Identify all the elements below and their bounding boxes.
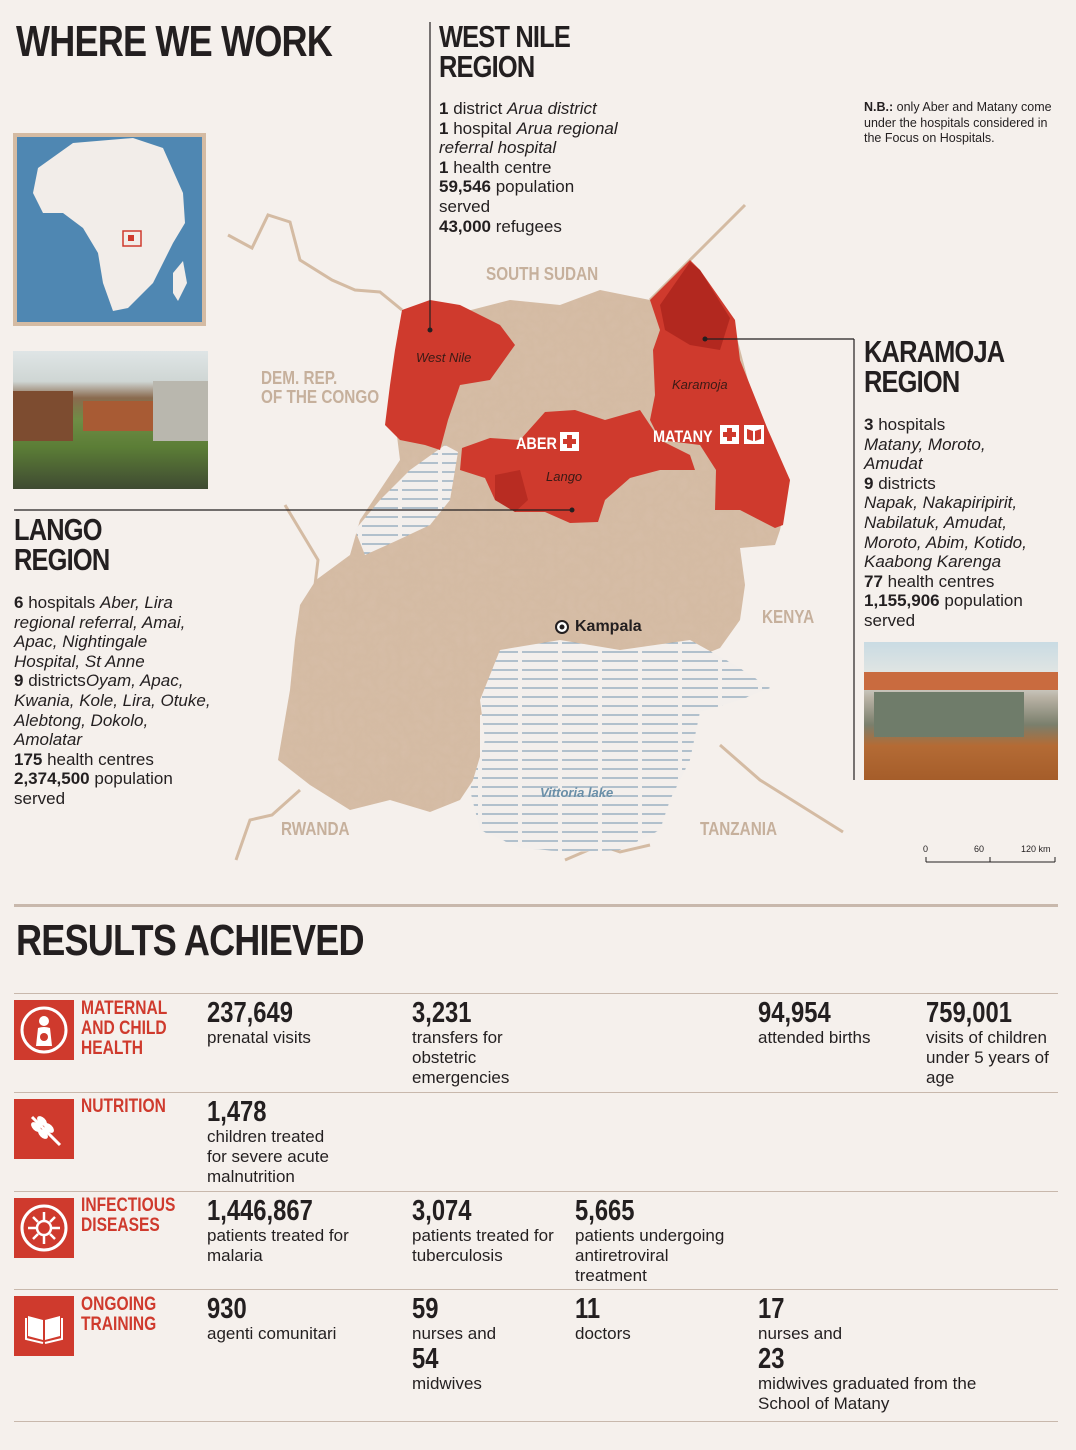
- section-divider: [14, 904, 1058, 907]
- maternal-label-2: AND CHILD: [81, 1018, 167, 1039]
- map-label-west-nile: West Nile: [416, 350, 472, 365]
- stat-desc: patients treated for malaria: [207, 1226, 349, 1265]
- training-label-1: ONGOING: [81, 1294, 157, 1315]
- maternal-label-1: MATERNAL: [81, 998, 168, 1019]
- stat-births: [758, 998, 870, 1048]
- wn-hospital-names: Arua regional referral hospital: [439, 118, 618, 158]
- ka-hospital-count: 3: [864, 415, 874, 434]
- row-divider: [14, 993, 1058, 994]
- stat-number: 759,001: [926, 997, 1012, 1029]
- map-label-aber: ABER: [516, 434, 557, 453]
- infectious-label: [81, 1196, 175, 1236]
- training-book-icon: [14, 1296, 74, 1356]
- scale-bar: [926, 857, 1055, 862]
- note: [864, 100, 1054, 147]
- map-label-lango: Lango: [546, 469, 583, 484]
- wn-hc-count: 1: [439, 157, 449, 177]
- stat-prenatal: [207, 998, 312, 1048]
- la-district-count: 9: [14, 671, 24, 691]
- lango-info: [14, 593, 214, 809]
- infectious-label-1: INFECTIOUS: [81, 1195, 176, 1216]
- wn-hc-text: health centre: [448, 157, 552, 177]
- west-nile-title-2: REGION: [439, 49, 535, 84]
- stat-number: 5,665: [575, 1195, 635, 1227]
- stat-desc: nurses and: [412, 1324, 497, 1343]
- stat-desc: agenti comunitari: [207, 1324, 337, 1343]
- stat-tuberculosis: [412, 1196, 562, 1266]
- la-district-names: Oyam, Apac, Kwania, Kole, Lira, Otuke, Alebtong, Dokolo, Amolatar: [14, 671, 211, 750]
- ka-hc-count: 77: [864, 571, 883, 591]
- results-title: RESULTS ACHIEVED: [16, 916, 364, 965]
- label-drc-line2: OF THE CONGO: [261, 387, 380, 407]
- stat-number: 3,074: [412, 1195, 472, 1227]
- label-rwanda: RWANDA: [281, 819, 350, 839]
- stat-desc: doctors: [575, 1324, 631, 1343]
- africa-inset: [13, 133, 206, 326]
- map-label-kampala: Kampala: [575, 618, 642, 635]
- ka-district-names: Napak, Nakapiripirit, Nabilatuk, Amudat, Moroto, Abim, Kotido, Kaabong Karenga: [864, 493, 1027, 572]
- training-label-2: TRAINING: [81, 1314, 157, 1335]
- stat-graduates: [758, 1294, 1018, 1414]
- aber-cross-icon: [560, 432, 579, 451]
- stat-malaria: [207, 1196, 372, 1266]
- stat-desc: patients treated for tuberculosis: [412, 1226, 554, 1265]
- scale-label-120: 120 km: [1021, 844, 1051, 854]
- stat-malnutrition: [207, 1097, 347, 1187]
- ka-hospital-text: hospitals: [873, 415, 946, 434]
- infectious-label-2: DISEASES: [81, 1215, 160, 1236]
- matany-book-icon: [744, 425, 764, 444]
- stat-desc: visits of children under 5 years of age: [926, 1028, 1049, 1087]
- page-title: WHERE WE WORK: [16, 17, 333, 66]
- stat-desc: transfers for obstetric emergencies: [412, 1028, 510, 1087]
- stat-desc: prenatal visits: [207, 1028, 311, 1047]
- infectious-diseases-icon: [14, 1198, 74, 1258]
- scale-label-60: 60: [974, 844, 985, 854]
- map-label-matany: MATANY: [653, 427, 713, 446]
- stat-transfers: [412, 998, 532, 1088]
- maternal-label: [81, 999, 167, 1059]
- karamoja-title-1: KARAMOJA: [864, 334, 1005, 369]
- nutrition-label-1: NUTRITION: [81, 1096, 166, 1117]
- wn-population-text: population served: [439, 177, 575, 216]
- maternal-label-3: HEALTH: [81, 1038, 144, 1059]
- stat-desc: patients undergoing antiretroviral treatment: [575, 1226, 725, 1285]
- karamoja-photo: [864, 642, 1058, 780]
- wn-districts-count: 1: [439, 99, 449, 118]
- stat-community-agents: [207, 1294, 336, 1344]
- stat-children-visits: [926, 998, 1056, 1088]
- west-nile-title-1: WEST NILE: [439, 19, 571, 54]
- la-district-text: districts: [23, 671, 86, 691]
- ka-hc-text: health centres: [882, 571, 995, 591]
- stat-number: 59: [412, 1293, 439, 1325]
- nutrition-icon: [14, 1099, 74, 1159]
- stat-number: 1,446,867: [207, 1195, 313, 1227]
- stat-number: 94,954: [758, 997, 831, 1029]
- stat-number: 11: [575, 1293, 601, 1325]
- row-divider: [14, 1191, 1058, 1192]
- la-population-text: population served: [14, 769, 173, 808]
- lango-photo: [13, 351, 208, 489]
- map-label-karamoja: Karamoja: [672, 377, 728, 392]
- stat-number: 1,478: [207, 1096, 267, 1128]
- stat-desc-2: midwives: [412, 1374, 482, 1393]
- west-nile-info: [439, 99, 629, 236]
- wn-hospital-text: hospital: [448, 118, 517, 138]
- note-bold: N.B.:: [864, 100, 894, 114]
- stat-antiretroviral: [575, 1196, 745, 1286]
- label-south-sudan: SOUTH SUDAN: [486, 264, 599, 284]
- stat-number: 17: [758, 1293, 785, 1325]
- la-hospital-names: Aber, Lira regional referral, Amai, Apac, Nightingale Hospital, St Anne: [14, 593, 186, 671]
- lango-title-2: REGION: [14, 542, 110, 577]
- stat-desc: nurses and: [758, 1324, 843, 1343]
- ka-hospital-names: Matany, Moroto, Amudat: [864, 434, 986, 474]
- la-hospital-count: 6: [14, 593, 24, 612]
- ka-district-count: 9: [864, 473, 874, 493]
- wn-refugees-text: refugees: [491, 216, 562, 236]
- stat-desc: children treated for severe acute malnutrition: [207, 1127, 329, 1186]
- note-text: only Aber and Matany come under the hospitals considered in the Focus on Hospitals.: [864, 100, 1052, 145]
- ka-population-text: population served: [864, 591, 1023, 630]
- row-divider: [14, 1289, 1058, 1290]
- label-tanzania: TANZANIA: [700, 819, 778, 839]
- la-population: 2,374,500: [14, 769, 90, 789]
- karamoja-info: [864, 415, 1054, 631]
- la-hc-count: 175: [14, 749, 43, 769]
- la-hc-text: health centres: [42, 749, 154, 769]
- stat-doctors: [575, 1294, 631, 1344]
- label-drc-line1: DEM. REP.: [261, 368, 338, 388]
- stat-desc-2: midwives graduated from the School of Matany: [758, 1374, 977, 1413]
- map-label-lake: Vittoria lake: [540, 785, 614, 800]
- wn-population: 59,546: [439, 177, 491, 197]
- lango-title-1: LANGO: [14, 512, 102, 547]
- ka-district-text: districts: [873, 473, 936, 493]
- wn-districts-text: district: [448, 99, 508, 118]
- la-hospital-text: hospitals: [23, 593, 101, 612]
- label-kenya: KENYA: [762, 607, 815, 627]
- row-divider: [14, 1421, 1058, 1422]
- row-divider: [14, 1092, 1058, 1093]
- wn-hospital-count: 1: [439, 118, 449, 138]
- wn-refugees: 43,000: [439, 216, 491, 236]
- stat-number-2: 54: [412, 1343, 439, 1375]
- matany-cross-icon: [720, 425, 739, 444]
- scale-label-0: 0: [923, 844, 929, 854]
- maternal-health-icon: [14, 1000, 74, 1060]
- ka-population: 1,155,906: [864, 591, 940, 611]
- training-label: [81, 1295, 156, 1335]
- wn-districts-names: Arua district: [507, 99, 597, 118]
- stat-desc: attended births: [758, 1028, 871, 1047]
- stat-nurses-midwives: [412, 1294, 496, 1394]
- stat-number: 930: [207, 1293, 247, 1325]
- nutrition-label: [81, 1097, 166, 1117]
- karamoja-title-2: REGION: [864, 364, 960, 399]
- stat-number-2: 23: [758, 1343, 785, 1375]
- stat-number: 3,231: [412, 997, 472, 1029]
- stat-number: 237,649: [207, 997, 293, 1029]
